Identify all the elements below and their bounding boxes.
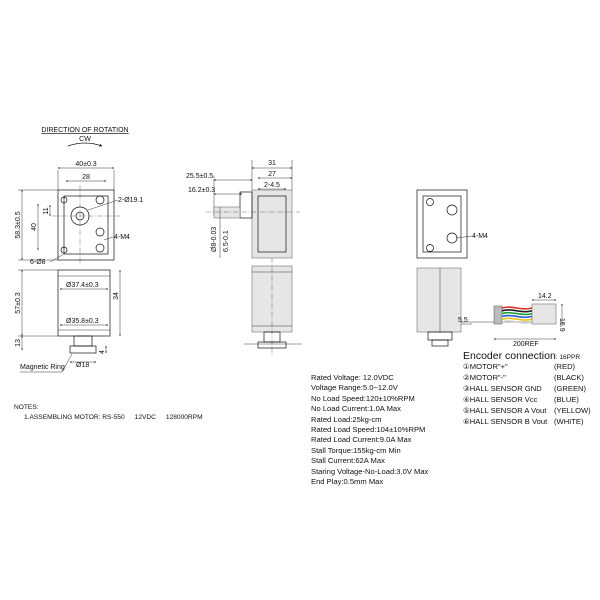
dim-34: 34 xyxy=(113,292,120,300)
cable-length: 200REF xyxy=(513,341,539,348)
rotation-title: DIRECTION OF ROTATION xyxy=(41,127,129,134)
wire xyxy=(502,310,532,312)
hole xyxy=(96,244,104,252)
dim-shaft-flat: 6.5-0.1 xyxy=(223,230,230,252)
encoder-ppr: : 16PPR xyxy=(555,354,581,361)
pin-color: (GREEN) xyxy=(554,384,587,394)
encoder-row xyxy=(463,406,591,417)
spec-voltage-range: Voltage Range:5.0~12.0V xyxy=(311,383,398,393)
encoder-row xyxy=(463,384,587,395)
connector xyxy=(494,293,565,348)
encoder-title-text: Encoder connection xyxy=(463,350,556,362)
dim-thread: 4-M4 xyxy=(114,234,130,241)
back-thread: 4-M4 xyxy=(472,233,488,240)
spec-rated-load: Rated Load:25kg-cm xyxy=(311,414,382,424)
notes-item-speed: 128000RPM xyxy=(165,414,203,421)
dim-2-4-5: 2-4.5 xyxy=(264,182,280,189)
encoder-row xyxy=(463,417,584,428)
pin-name: ③HALL SENSOR GND xyxy=(463,384,542,394)
pin-name: ⑤HALL SENSOR A Vout xyxy=(463,406,547,416)
connector-housing xyxy=(532,304,556,324)
pin-name: ④HALL SENSOR Vcc xyxy=(463,395,538,405)
back-motor xyxy=(417,268,461,332)
dim-57: 57±0.3 xyxy=(15,292,22,314)
encoder-connection xyxy=(463,350,591,429)
spec-end-play: End Play:0.5mm Max xyxy=(311,477,384,487)
gearbox-plate xyxy=(58,190,114,260)
dim-shaft-diam: Ø8-0.03 xyxy=(211,226,218,252)
notes-item xyxy=(14,413,213,423)
spec-rated-load-current: Rated Load Current:9.0A Max xyxy=(311,435,412,445)
magnetic-ring xyxy=(70,346,96,353)
dim-holes: 6-Ø8 xyxy=(30,259,46,266)
dim-4: 4 xyxy=(99,350,106,354)
pin-color: (BLACK) xyxy=(554,373,584,383)
pin-color: (WHITE) xyxy=(554,417,584,427)
pin-name: ②MOTOR"-" xyxy=(463,373,506,383)
rotation-arrow xyxy=(68,143,102,146)
spec-stall-torque: Stall Torque:155kg-cm Min xyxy=(311,445,401,455)
dim-25-5: 25.5±0.5 xyxy=(186,173,214,180)
back-gearbox xyxy=(417,190,467,258)
pin-color: (BLUE) xyxy=(554,395,579,405)
side-view xyxy=(186,160,302,356)
dim-28: 28 xyxy=(82,174,90,181)
dim-16-2: 16.2±0.3 xyxy=(188,187,216,194)
rotation-direction: CW xyxy=(79,136,91,143)
specs-list xyxy=(311,373,428,487)
encoder-row xyxy=(463,362,580,373)
dim-motor-diam: Ø37.4±0.3 xyxy=(66,282,99,289)
dim-motor-diam-2: Ø35.8±0.3 xyxy=(66,318,99,325)
dim-ring-diam: Ø18 xyxy=(76,362,90,369)
dim-40: 40±0.3 xyxy=(75,161,97,168)
hole xyxy=(96,228,104,236)
spec-rated-load-speed: Rated Load Speed:104±10%RPM xyxy=(311,425,426,435)
encoder-row xyxy=(463,373,584,384)
encoder-row xyxy=(463,395,580,406)
pin-name: ⑥HALL SENSOR B Vout xyxy=(463,417,548,427)
spec-rated-voltage: Rated Voltage: 12.0VDC xyxy=(311,373,394,382)
dim-15-9: 15.9 xyxy=(558,318,565,332)
spec-no-load-speed: No Load Speed:120±10%RPM xyxy=(311,393,415,403)
notes xyxy=(14,403,213,423)
encoder-title xyxy=(463,350,580,362)
dim-31: 31 xyxy=(268,160,276,167)
dim-bore: 2-Ø19.1 xyxy=(118,197,144,204)
pin-color: (RED) xyxy=(554,362,576,371)
front-view xyxy=(15,127,143,372)
dim-14-2: 14.2 xyxy=(538,293,552,300)
dim-13: 13 xyxy=(15,339,22,347)
magnetic-ring-label: Magnetic Ring xyxy=(20,364,65,371)
wire xyxy=(502,316,532,318)
dim-58: 58.3±0.5 xyxy=(15,211,22,239)
dim-5-5: 5.5 xyxy=(458,317,468,324)
wire xyxy=(502,318,532,320)
spec-no-load-current: No Load Current:1.0A Max xyxy=(311,404,401,414)
spec-starting-voltage: Staring Voltage-No-Load:3.0V Max xyxy=(311,466,429,476)
output-shaft xyxy=(214,207,240,218)
motor-body xyxy=(58,270,110,336)
end-cap xyxy=(74,336,92,346)
dim-40-vert: 40 xyxy=(31,223,38,231)
pin-color: (YELLOW) xyxy=(554,406,591,416)
dim-11: 11 xyxy=(43,207,50,215)
dim-27: 27 xyxy=(268,171,276,178)
pin-name: ①MOTOR"+" xyxy=(463,362,508,371)
wire xyxy=(502,307,532,309)
notes-item-voltage: 12VDC xyxy=(134,414,156,421)
wire xyxy=(502,321,532,323)
wire xyxy=(502,313,532,315)
notes-item-label: 1.ASSEMBLING MOTOR: RS-550 xyxy=(24,414,125,421)
notes-title: NOTES: xyxy=(14,404,39,411)
hole xyxy=(96,196,104,204)
spec-stall-current: Stall Current:62A Max xyxy=(311,456,385,466)
